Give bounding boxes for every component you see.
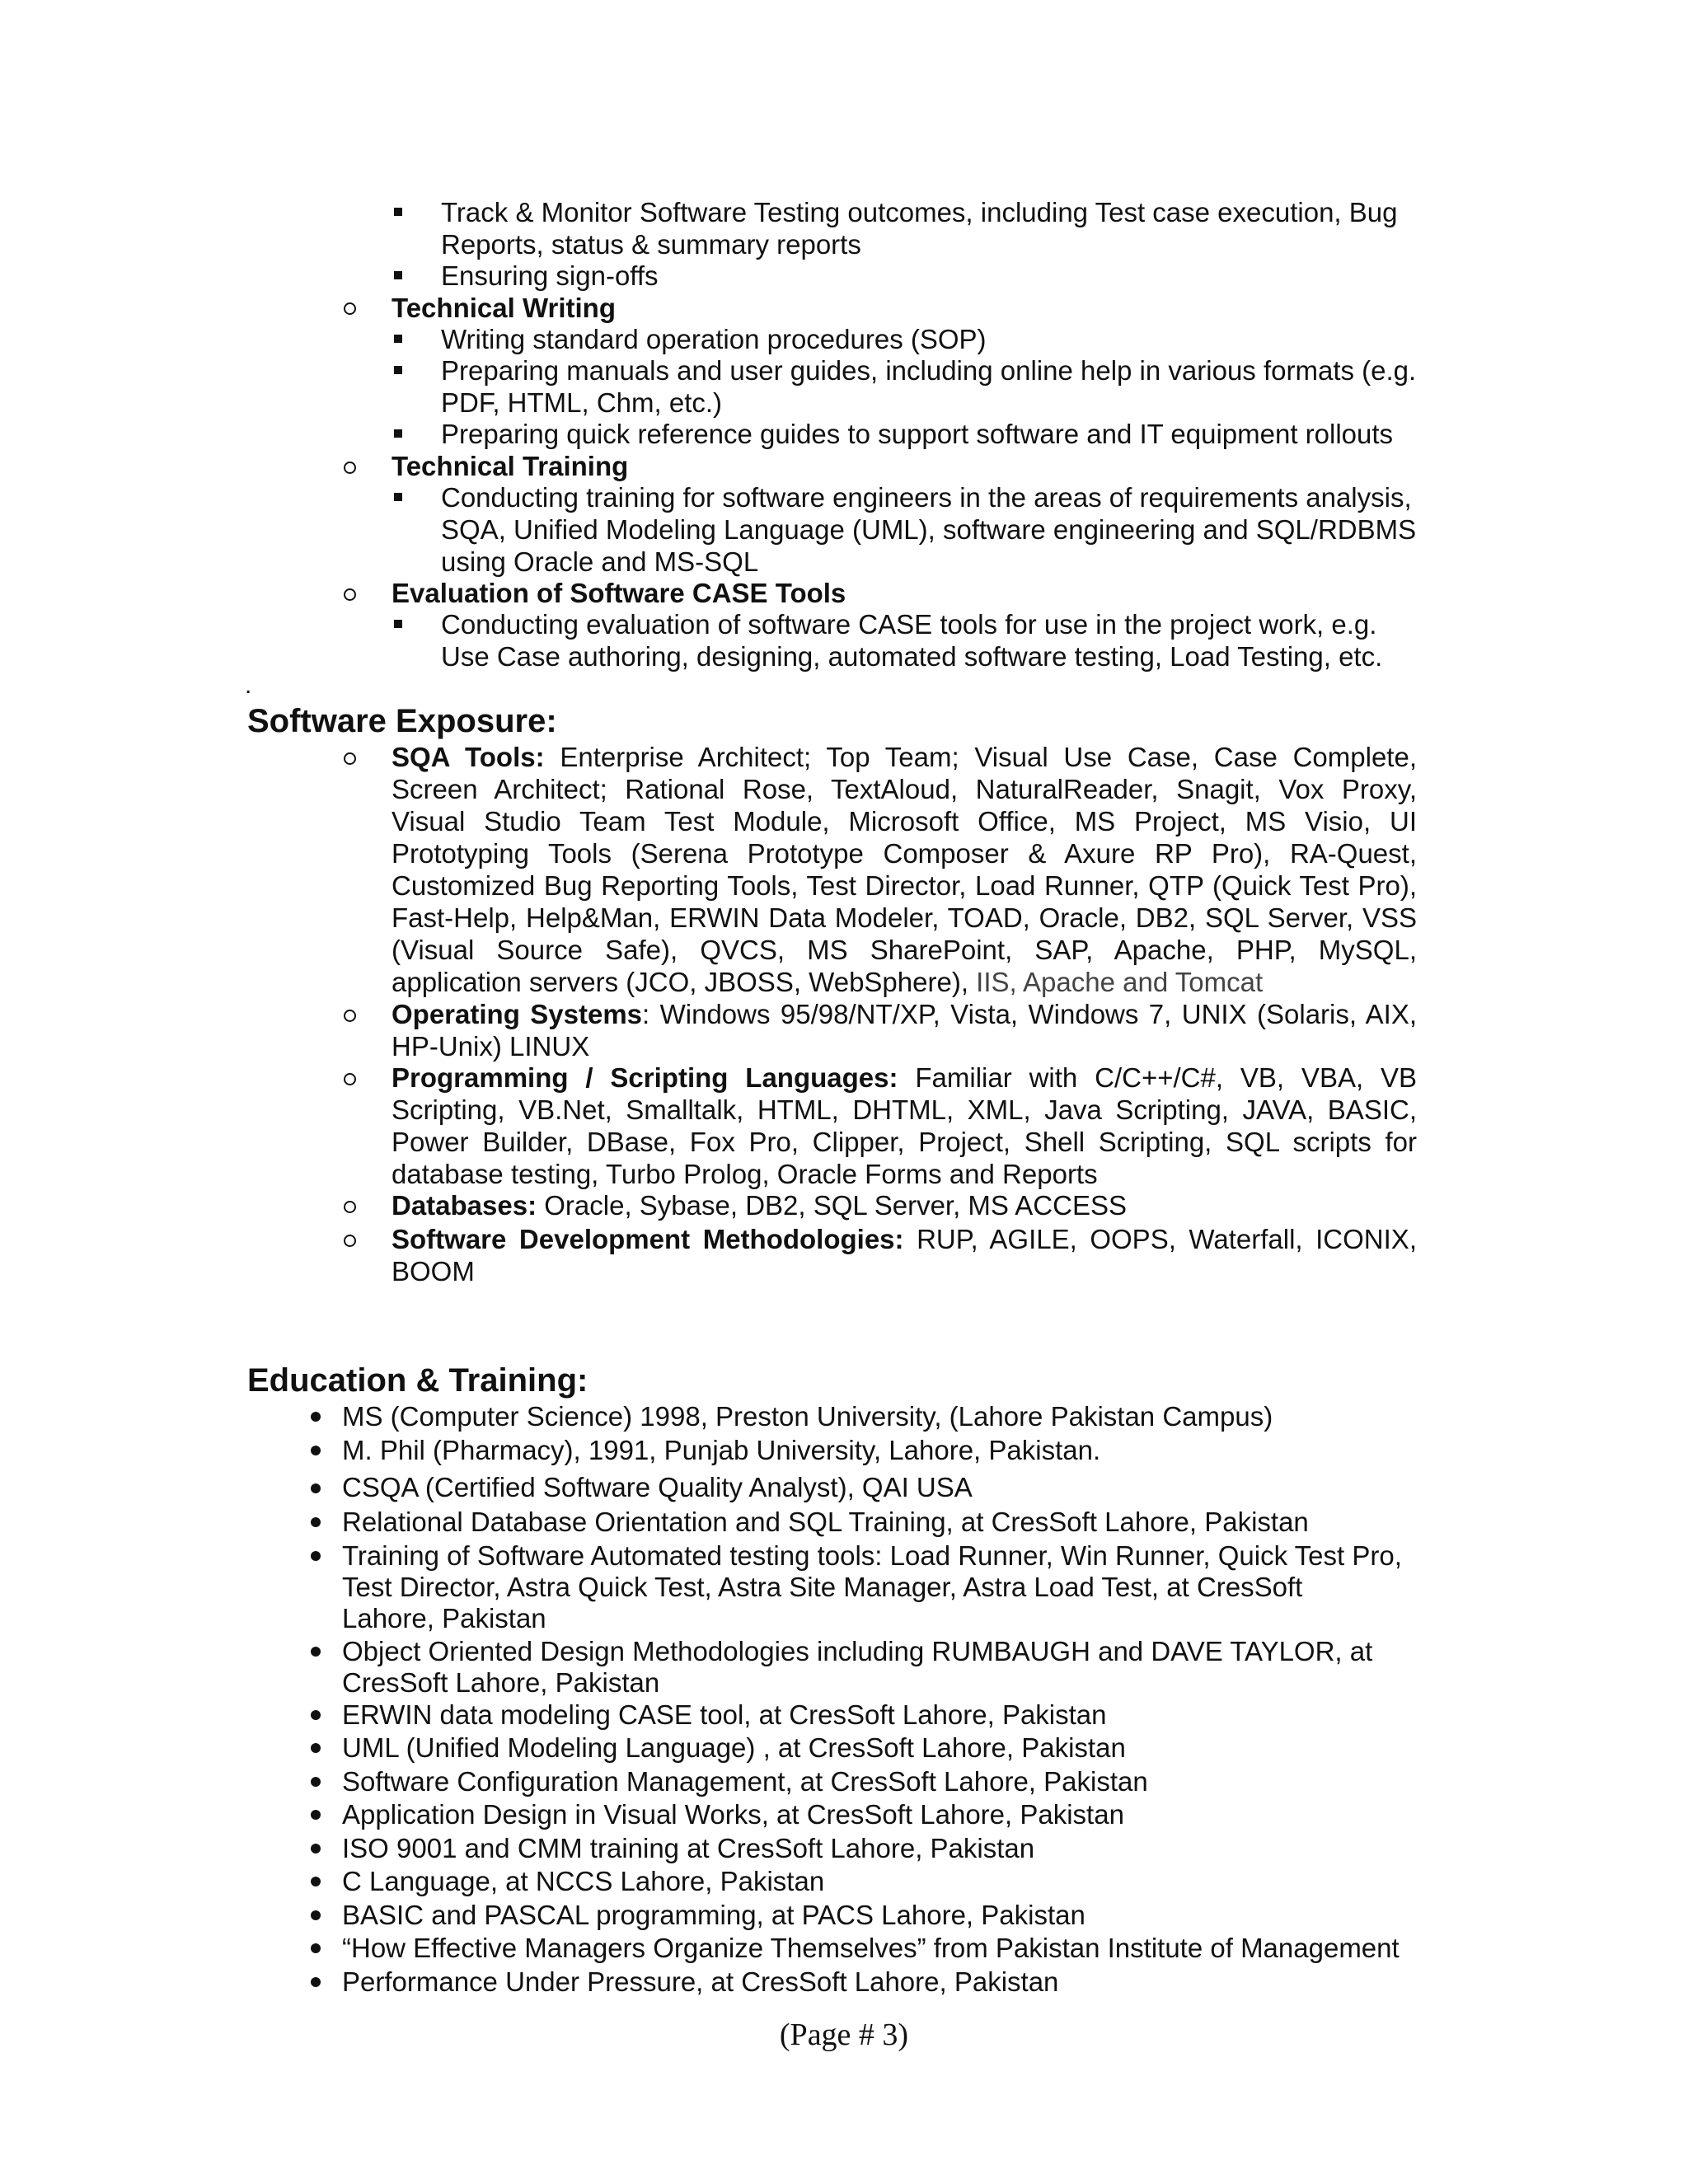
- bullet-icon: [311, 1844, 321, 1854]
- sqa-tools-line: Visual Studio Team Test Module, Microsoft Office, MS Project, MS Visio, UI: [392, 806, 1417, 837]
- subheading: Evaluation of Software CASE Tools: [392, 578, 846, 608]
- bullet-icon: [311, 1517, 321, 1527]
- methodologies-line: [392, 1223, 1417, 1255]
- bullet-icon: [311, 1710, 321, 1720]
- sqa-tools-text: application servers (JCO, JBOSS, WebSphere),: [392, 967, 968, 997]
- list-item: Ensuring sign-offs: [441, 260, 659, 291]
- bullet-icon: [311, 1647, 321, 1657]
- sqa-tools-line: Screen Architect; Rational Rose, TextAloud, NaturalReader, Snagit, Vox Proxy,: [392, 774, 1417, 804]
- databases-label: Databases:: [392, 1190, 537, 1221]
- programming-line: Power Builder, DBase, Fox Pro, Clipper, Project, Shell Scripting, SQL scripts for: [392, 1127, 1417, 1157]
- sqa-tools-label: SQA Tools:: [392, 742, 545, 772]
- sqa-tools-line: Prototyping Tools (Serena Prototype Composer & Axure RP Pro), RA-Quest,: [392, 838, 1417, 869]
- list-item-continuation: Use Case authoring, designing, automated software testing, Load Testing, etc.: [441, 641, 1383, 672]
- sqa-tools-line: [392, 741, 1417, 773]
- bullet-icon: [311, 1810, 321, 1820]
- square-bullet-icon: [394, 271, 402, 279]
- section-heading-software-exposure: Software Exposure:: [247, 703, 557, 739]
- bullet-icon: [311, 1483, 321, 1493]
- circle-bullet-icon: [344, 1235, 356, 1247]
- list-item: MS (Computer Science) 1998, Preston University, (Lahore Pakistan Campus): [342, 1401, 1273, 1432]
- list-item-continuation: CresSoft Lahore, Pakistan: [342, 1667, 660, 1698]
- list-item-continuation: using Oracle and MS-SQL: [441, 546, 759, 577]
- circle-bullet-icon: [344, 752, 356, 765]
- programming-line: Scripting, VB.Net, Smalltalk, HTML, DHTML, XML, Java Scripting, JAVA, BASIC,: [392, 1094, 1417, 1125]
- square-bullet-icon: [394, 493, 402, 501]
- list-item-continuation: Reports, status & summary reports: [441, 229, 861, 260]
- square-bullet-icon: [394, 429, 402, 438]
- square-bullet-icon: [394, 208, 402, 216]
- sqa-tools-line: Fast-Help, Help&Man, ERWIN Data Modeler, TOAD, Oracle, DB2, SQL Server, VSS: [392, 902, 1417, 933]
- list-item: Conducting evaluation of software CASE tools for use in the project work, e.g.: [441, 609, 1377, 640]
- circle-bullet-icon: [344, 1201, 356, 1213]
- list-item: Software Configuration Management, at CresSoft Lahore, Pakistan: [342, 1766, 1148, 1797]
- subheading: Technical Training: [392, 451, 629, 481]
- subheading: Technical Writing: [392, 293, 616, 323]
- operating-systems-line: [392, 998, 1417, 1030]
- circle-bullet-icon: [344, 1073, 356, 1085]
- bullet-icon: [311, 1910, 321, 1920]
- methodologies-text: RUP, AGILE, OOPS, Waterfall, ICONIX,: [917, 1224, 1417, 1254]
- list-item: Application Design in Visual Works, at CresSoft Lahore, Pakistan: [342, 1799, 1124, 1830]
- list-item: UML (Unified Modeling Language) , at CresSoft Lahore, Pakistan: [342, 1732, 1126, 1763]
- bullet-icon: [311, 1877, 321, 1886]
- list-item: Preparing manuals and user guides, including online help in various formats (e.g.: [441, 355, 1417, 386]
- programming-text: Familiar with C/C++/C#, VB, VBA, VB: [915, 1062, 1418, 1093]
- databases-line: [392, 1189, 1127, 1221]
- list-item-continuation: PDF, HTML, Chm, etc.): [441, 387, 723, 418]
- page-number: (Page # 3): [779, 2018, 909, 2052]
- methodologies-line: BOOM: [392, 1256, 475, 1286]
- bullet-icon: [311, 1551, 321, 1561]
- circle-bullet-icon: [344, 1010, 356, 1022]
- programming-line: [392, 1062, 1417, 1094]
- square-bullet-icon: [394, 366, 402, 374]
- bullet-icon: [311, 1412, 321, 1422]
- square-bullet-icon: [394, 335, 402, 343]
- databases-text: Oracle, Sybase, DB2, SQL Server, MS ACCESS: [537, 1190, 1127, 1221]
- circle-bullet-icon: [344, 302, 356, 315]
- methodologies-label: Software Development Methodologies:: [392, 1224, 904, 1254]
- list-item: Object Oriented Design Methodologies including RUMBAUGH and DAVE TAYLOR, at: [342, 1636, 1373, 1666]
- bullet-icon: [311, 1446, 321, 1455]
- bullet-icon: [311, 1943, 321, 1953]
- bullet-icon: [311, 1743, 321, 1753]
- list-item: Performance Under Pressure, at CresSoft Lahore, Pakistan: [342, 1966, 1059, 1997]
- list-item: Writing standard operation procedures (SOP): [441, 324, 987, 354]
- list-item-continuation: Lahore, Pakistan: [342, 1603, 546, 1633]
- sqa-tools-line: (Visual Source Safe), QVCS, MS SharePoint, SAP, Apache, PHP, MySQL,: [392, 935, 1417, 965]
- list-item: Training of Software Automated testing tools: Load Runner, Win Runner, Quick Test Pro,: [342, 1540, 1402, 1571]
- programming-line: database testing, Turbo Prolog, Oracle Forms and Reports: [392, 1159, 1098, 1189]
- circle-bullet-icon: [344, 588, 356, 601]
- operating-systems-line: HP-Unix) LINUX: [392, 1031, 590, 1062]
- operating-systems-label: Operating Systems: [392, 999, 643, 1029]
- list-item: C Language, at NCCS Lahore, Pakistan: [342, 1866, 825, 1896]
- list-item: BASIC and PASCAL programming, at PACS Lahore, Pakistan: [342, 1900, 1085, 1930]
- sqa-tools-line: Customized Bug Reporting Tools, Test Director, Load Runner, QTP (Quick Test Pro),: [392, 870, 1417, 901]
- programming-label: Programming / Scripting Languages:: [392, 1062, 898, 1093]
- stray-period: .: [245, 672, 252, 699]
- sqa-tools-text-gray: IIS, Apache and Tomcat: [976, 967, 1264, 997]
- list-item: Conducting training for software engineers in the areas of requirements analysis,: [441, 482, 1412, 513]
- square-bullet-icon: [394, 620, 402, 628]
- list-item: “How Effective Managers Organize Themselves” from Pakistan Institute of Management: [342, 1933, 1400, 1963]
- sqa-tools-line: [392, 966, 1263, 998]
- list-item: ERWIN data modeling CASE tool, at CresSoft Lahore, Pakistan: [342, 1699, 1107, 1730]
- operating-systems-text: : Windows 95/98/NT/XP, Vista, Windows 7, UNIX (Solaris, AIX,: [642, 999, 1417, 1029]
- list-item: ISO 9001 and CMM training at CresSoft Lahore, Pakistan: [342, 1833, 1035, 1863]
- list-item: CSQA (Certified Software Quality Analyst), QAI USA: [342, 1472, 973, 1502]
- bullet-icon: [311, 1977, 321, 1987]
- sqa-tools-text: Enterprise Architect; Top Team; Visual Use Case, Case Complete,: [560, 742, 1417, 772]
- bullet-icon: [311, 1777, 321, 1787]
- list-item: Track & Monitor Software Testing outcomes, including Test case execution, Bug: [441, 197, 1398, 227]
- list-item-continuation: SQA, Unified Modeling Language (UML), software engineering and SQL/RDBMS: [441, 514, 1417, 545]
- circle-bullet-icon: [344, 462, 356, 474]
- section-heading-education: Education & Training:: [247, 1362, 588, 1399]
- list-item: Preparing quick reference guides to support software and IT equipment rollouts: [441, 419, 1394, 449]
- list-item-continuation: Test Director, Astra Quick Test, Astra Site Manager, Astra Load Test, at CresSoft: [342, 1572, 1303, 1602]
- list-item: Relational Database Orientation and SQL Training, at CresSoft Lahore, Pakistan: [342, 1507, 1309, 1537]
- list-item: M. Phil (Pharmacy), 1991, Punjab University, Lahore, Pakistan.: [342, 1435, 1101, 1465]
